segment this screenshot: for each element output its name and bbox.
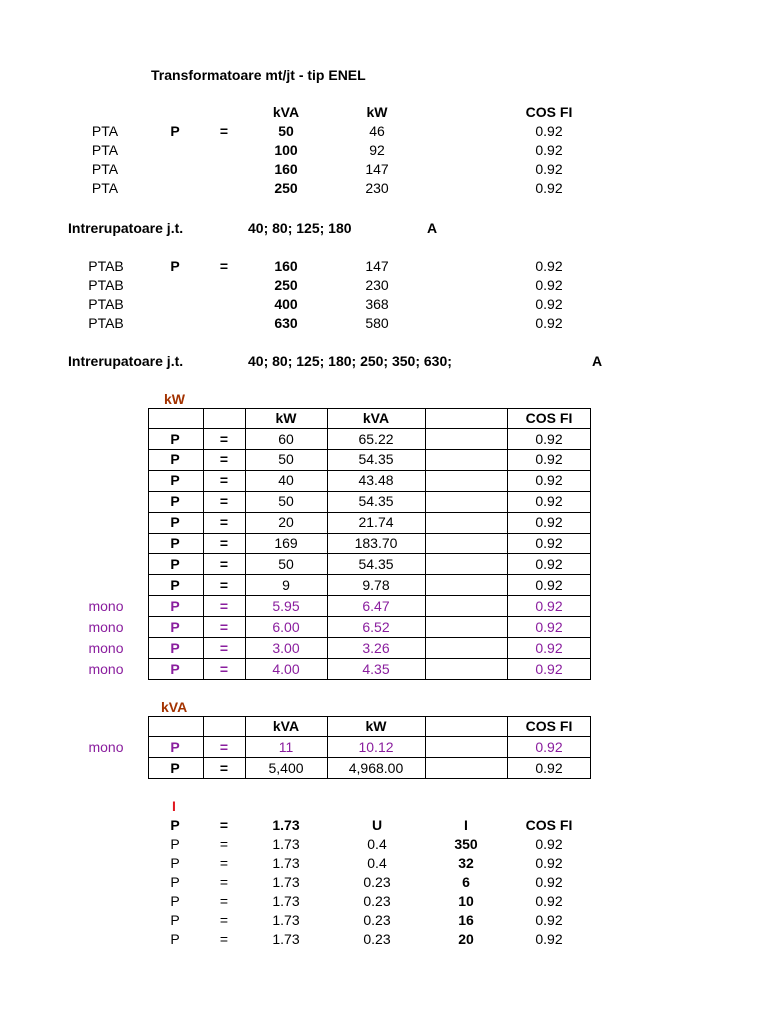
pta-p-label: P [170, 123, 180, 139]
current-row-eq: = [219, 912, 229, 928]
current-row-k: 1.73 [272, 836, 300, 852]
ptab-row-kva: 400 [274, 296, 298, 312]
kw-table-p: P [170, 472, 180, 488]
pta-row-kw: 230 [365, 180, 389, 196]
kva-table-header-kw: kW [365, 718, 387, 734]
kw-table-p: P [170, 619, 180, 635]
ptab-row-kva: 630 [274, 315, 298, 331]
mono-label: mono [88, 619, 124, 635]
current-row-p: P [170, 931, 180, 947]
ptab-row-kva: 160 [274, 258, 298, 274]
kw-table-kva: 6.47 [362, 598, 390, 614]
current-row-i: 350 [454, 836, 478, 852]
kw-table-kw: 6.00 [272, 619, 300, 635]
current-header-u: U [371, 817, 383, 833]
kw-table-header-kw: kW [275, 410, 297, 426]
grid-line [148, 716, 149, 779]
current-row-u: 0.4 [367, 855, 387, 871]
current-row-u: 0.23 [363, 874, 391, 890]
current-row-u: 0.23 [363, 931, 391, 947]
current-row-i: 16 [458, 912, 474, 928]
kw-table-eq: = [219, 514, 229, 530]
grid-line [148, 637, 591, 638]
kw-table-header-kva: kVA [362, 410, 390, 426]
grid-line [148, 574, 591, 575]
kw-table-cosfi: 0.92 [535, 472, 563, 488]
current-header-i: I [464, 817, 468, 833]
pta-row-kva: 100 [274, 142, 298, 158]
ptab-row-kw: 580 [365, 315, 389, 331]
pta-header-kw: kW [366, 104, 388, 120]
current-row-cosfi: 0.92 [535, 836, 563, 852]
grid-line [148, 658, 591, 659]
kw-table-p: P [170, 640, 180, 656]
kva-table-eq: = [219, 760, 229, 776]
kva-table-eq: = [219, 739, 229, 755]
kw-table-kva: 4.35 [362, 661, 390, 677]
kw-table-header-cosfi: COS FI [525, 410, 573, 426]
kw-table-p: P [170, 556, 180, 572]
ptab-row-kw: 230 [365, 277, 389, 293]
grid-line [148, 595, 591, 596]
breakers-unit: A [427, 220, 438, 236]
kw-table-kw: 9 [282, 577, 290, 593]
ptab-p-label: P [170, 258, 180, 274]
grid-line [148, 736, 591, 737]
kw-table-cosfi: 0.92 [535, 577, 563, 593]
kw-table-p: P [170, 514, 180, 530]
pta-row-name: PTA [91, 180, 119, 196]
ptab-row-cosfi: 0.92 [535, 258, 563, 274]
mono-label: mono [88, 739, 124, 755]
kw-table-cosfi: 0.92 [535, 451, 563, 467]
current-row-i: 32 [458, 855, 474, 871]
kva-table-kw: 4,968.00 [348, 760, 404, 776]
kw-table-kw: 60 [278, 431, 294, 447]
pta-row-name: PTA [91, 123, 119, 139]
current-row-p: P [170, 874, 180, 890]
pta-equals: = [219, 123, 229, 139]
current-row-i: 10 [458, 893, 474, 909]
pta-row-cosfi: 0.92 [535, 123, 563, 139]
kw-table-kw: 4.00 [272, 661, 300, 677]
current-row-p: P [170, 893, 180, 909]
kw-table-cosfi: 0.92 [535, 619, 563, 635]
ptab-row-cosfi: 0.92 [535, 277, 563, 293]
pta-row-kw: 147 [365, 161, 389, 177]
grid-line [245, 716, 246, 779]
kw-table-p: P [170, 493, 180, 509]
current-row-p: P [170, 855, 180, 871]
current-row-u: 0.23 [363, 912, 391, 928]
pta-row-cosfi: 0.92 [535, 161, 563, 177]
current-row-eq: = [219, 874, 229, 890]
grid-line [148, 616, 591, 617]
kw-table-kva: 54.35 [358, 556, 394, 572]
ptab-row-name: PTAB [88, 315, 124, 331]
grid-line [590, 716, 591, 779]
kw-table-kva: 65.22 [358, 431, 394, 447]
grid-line [327, 716, 328, 779]
kw-table-kw: 50 [278, 493, 294, 509]
current-row-cosfi: 0.92 [535, 931, 563, 947]
mono-label: mono [88, 640, 124, 656]
current-row-cosfi: 0.92 [535, 874, 563, 890]
grid-line [148, 428, 591, 429]
kw-table-eq: = [219, 577, 229, 593]
kw-table-eq: = [219, 640, 229, 656]
kw-table-kva: 54.35 [358, 451, 394, 467]
kw-table-kva: 54.35 [358, 493, 394, 509]
kva-table-kw: 10.12 [358, 739, 394, 755]
kw-table-cosfi: 0.92 [535, 598, 563, 614]
current-row-k: 1.73 [272, 874, 300, 890]
kw-table-kw: 20 [278, 514, 294, 530]
kw-table-p: P [170, 535, 180, 551]
current-row-eq: = [219, 855, 229, 871]
grid-line [507, 408, 508, 680]
kva-table-header-cosfi: COS FI [525, 718, 573, 734]
ptab-equals: = [219, 258, 229, 274]
kw-table-p: P [170, 661, 180, 677]
current-row-k: 1.73 [272, 893, 300, 909]
pta-row-kva: 250 [274, 180, 298, 196]
grid-line [590, 408, 591, 680]
kw-table-kva: 183.70 [354, 535, 398, 551]
kw-table-kva: 6.52 [362, 619, 390, 635]
kw-table-eq: = [219, 451, 229, 467]
current-row-cosfi: 0.92 [535, 912, 563, 928]
pta-row-kw: 46 [369, 123, 385, 139]
kw-table-kw: 5.95 [272, 598, 300, 614]
ptab-row-name: PTAB [88, 258, 124, 274]
kw-table-cosfi: 0.92 [535, 556, 563, 572]
current-row-u: 0.4 [367, 836, 387, 852]
kw-table-eq: = [219, 556, 229, 572]
kw-table-cosfi: 0.92 [535, 640, 563, 656]
kw-table-cosfi: 0.92 [535, 661, 563, 677]
pta-header-cosfi: COS FI [525, 104, 573, 120]
grid-line [203, 408, 204, 680]
ptab-row-name: PTAB [88, 296, 124, 312]
grid-line [148, 408, 149, 680]
kw-table-eq: = [219, 619, 229, 635]
current-row-k: 1.73 [272, 931, 300, 947]
kw-table-eq: = [219, 661, 229, 677]
kw-table-p: P [170, 451, 180, 467]
kw-table-kva: 43.48 [358, 472, 394, 488]
pta-row-cosfi: 0.92 [535, 142, 563, 158]
kw-table-eq: = [219, 431, 229, 447]
ptab-row-cosfi: 0.92 [535, 296, 563, 312]
kw-table-cosfi: 0.92 [535, 535, 563, 551]
grid-line [148, 778, 591, 779]
grid-line [425, 716, 426, 779]
kva-table-cosfi: 0.92 [535, 739, 563, 755]
kva-table-label: kVA [161, 699, 188, 715]
ptab-row-kw: 147 [365, 258, 389, 274]
current-row-k: 1.73 [272, 855, 300, 871]
kva-table-kva: 11 [278, 739, 294, 755]
kw-table-kw: 40 [278, 472, 294, 488]
kva-table-header-kva: kVA [272, 718, 300, 734]
pta-row-name: PTA [91, 161, 119, 177]
kw-table-kva: 21.74 [358, 514, 394, 530]
breakers-label: Intrerupatoare j.t. [68, 220, 184, 236]
kva-table-cosfi: 0.92 [535, 760, 563, 776]
current-header-k: 1.73 [272, 817, 300, 833]
breakers-values: 40; 80; 125; 180; 250; 350; 630; [248, 353, 452, 369]
current-label: I [172, 798, 176, 814]
current-row-eq: = [219, 931, 229, 947]
ptab-row-cosfi: 0.92 [535, 315, 563, 331]
pta-row-name: PTA [91, 142, 119, 158]
current-header-cosfi: COS FI [525, 817, 573, 833]
breakers-unit: A [592, 353, 603, 369]
kw-table-label: kW [164, 391, 185, 407]
pta-row-cosfi: 0.92 [535, 180, 563, 196]
kw-table-kva: 3.26 [362, 640, 390, 656]
sheet-title: Transformatoare mt/jt - tip ENEL [151, 67, 366, 83]
current-row-i: 20 [458, 931, 474, 947]
current-row-eq: = [219, 836, 229, 852]
grid-line [327, 408, 328, 680]
kw-table-eq: = [219, 493, 229, 509]
pta-row-kw: 92 [369, 142, 385, 158]
kw-table-p: P [170, 577, 180, 593]
grid-line [245, 408, 246, 680]
kw-table-eq: = [219, 535, 229, 551]
pta-row-kva: 50 [278, 123, 294, 139]
kw-table-p: P [170, 598, 180, 614]
kw-table-cosfi: 0.92 [535, 514, 563, 530]
current-row-i: 6 [462, 874, 470, 890]
current-header-p: P [170, 817, 180, 833]
grid-line [148, 553, 591, 554]
kw-table-kw: 50 [278, 556, 294, 572]
kva-table-p: P [170, 739, 180, 755]
kw-table-kw: 169 [274, 535, 298, 551]
kw-table-kva: 9.78 [362, 577, 390, 593]
current-row-u: 0.23 [363, 893, 391, 909]
current-row-k: 1.73 [272, 912, 300, 928]
kw-table-kw: 3.00 [272, 640, 300, 656]
kw-table-eq: = [219, 472, 229, 488]
current-row-eq: = [219, 893, 229, 909]
current-header-eq: = [219, 817, 229, 833]
kw-table-cosfi: 0.92 [535, 493, 563, 509]
pta-row-kva: 160 [274, 161, 298, 177]
mono-label: mono [88, 598, 124, 614]
grid-line [507, 716, 508, 779]
grid-line [148, 679, 591, 680]
grid-line [203, 716, 204, 779]
breakers-values: 40; 80; 125; 180 [248, 220, 352, 236]
current-row-cosfi: 0.92 [535, 855, 563, 871]
current-row-p: P [170, 836, 180, 852]
grid-line [148, 757, 591, 758]
kw-table-p: P [170, 431, 180, 447]
kva-table-kva: 5,400 [268, 760, 304, 776]
grid-line [425, 408, 426, 680]
kw-table-eq: = [219, 598, 229, 614]
breakers-label: Intrerupatoare j.t. [68, 353, 184, 369]
mono-label: mono [88, 661, 124, 677]
pta-header-kva: kVA [272, 104, 300, 120]
kw-table-kw: 50 [278, 451, 294, 467]
kva-table-p: P [170, 760, 180, 776]
ptab-row-name: PTAB [88, 277, 124, 293]
ptab-row-kva: 250 [274, 277, 298, 293]
current-row-cosfi: 0.92 [535, 893, 563, 909]
current-row-p: P [170, 912, 180, 928]
kw-table-cosfi: 0.92 [535, 431, 563, 447]
ptab-row-kw: 368 [365, 296, 389, 312]
